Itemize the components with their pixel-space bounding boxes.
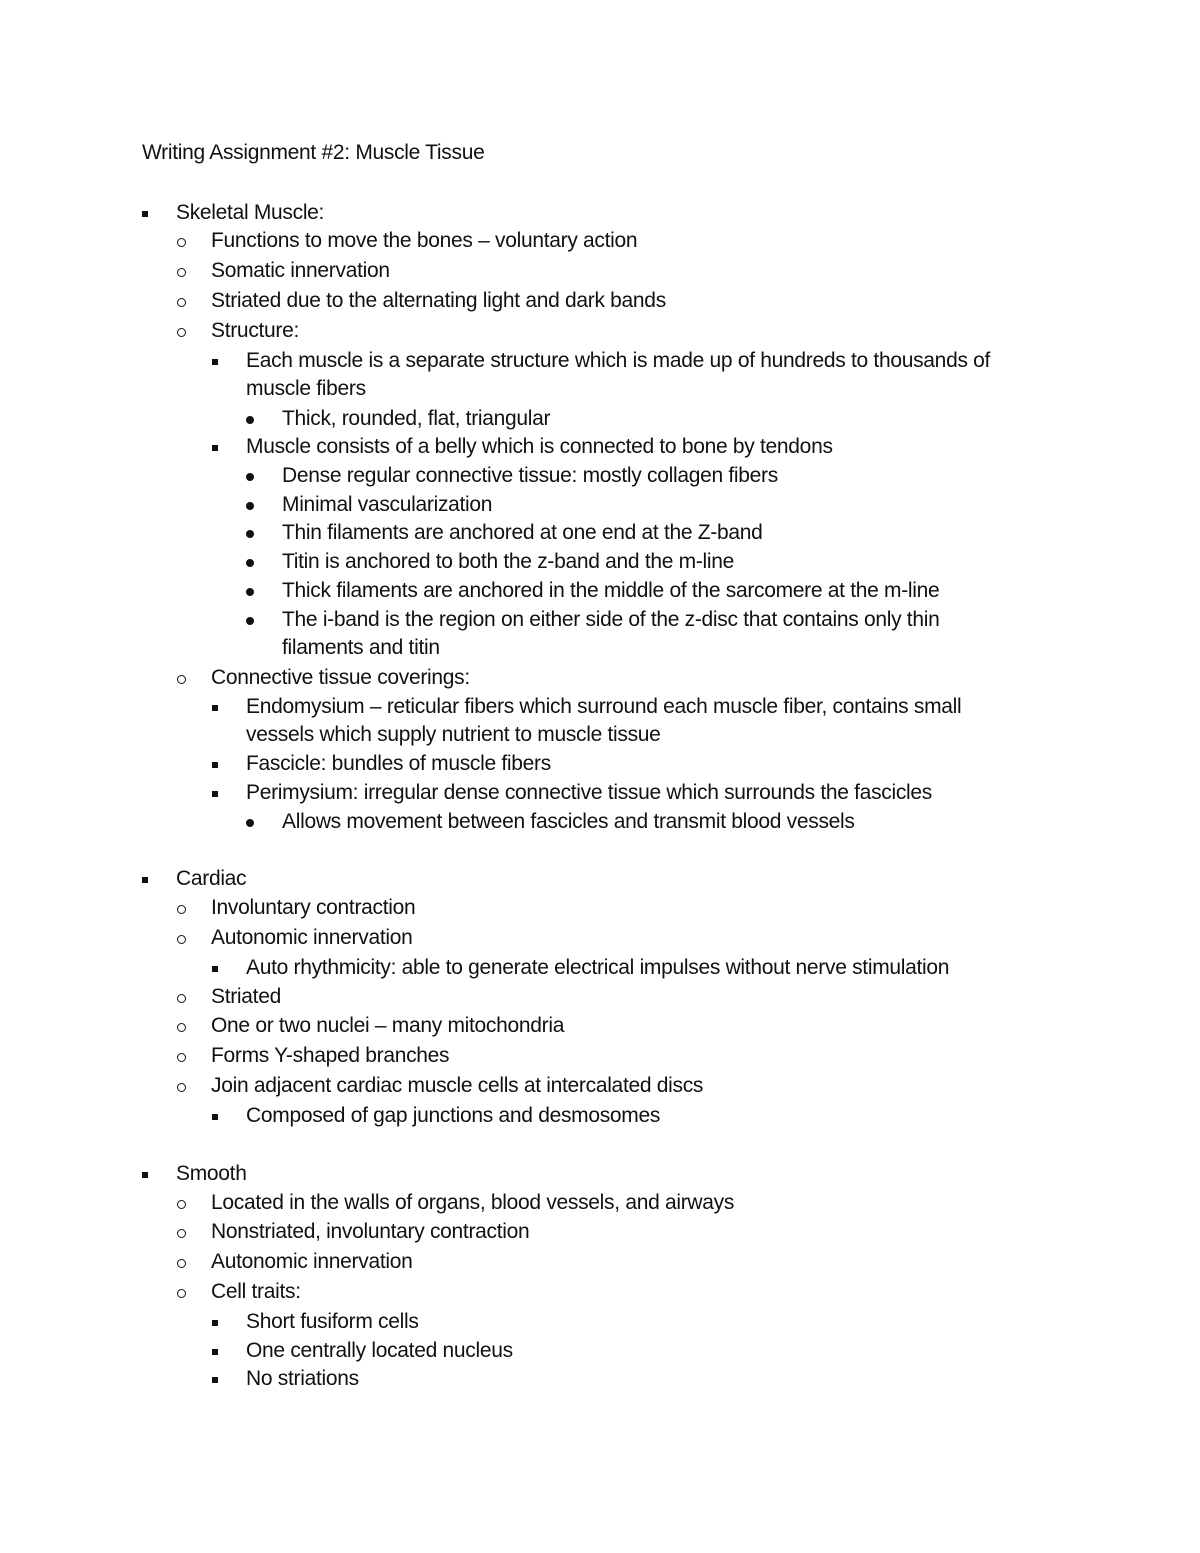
outline-item-text: Fascicle: bundles of muscle fibers [246,752,551,775]
outline-item-text: Functions to move the bones – voluntary action [211,229,638,252]
outline-item-text: Thin filaments are anchored at one end at the Z-band [282,521,763,544]
outline-item-text: Perimysium: irregular dense connective tissue which surrounds the fascicles [246,781,932,804]
outline-item-level-2 [0,1014,1200,1040]
outline-item-text: Dense regular connective tissue: mostly collagen fibers [282,464,778,487]
circle-bullet-icon [177,1200,186,1209]
circle-bullet-icon [177,238,186,247]
outline-item-level-2 [0,289,1200,315]
square-bullet-icon [212,1377,218,1383]
outline-item-text: Striated due to the alternating light and dark bands [211,289,666,312]
circle-bullet-icon [177,328,186,337]
dot-bullet-icon [246,416,254,424]
outline-item-level-2 [0,229,1200,255]
outline-item-text: Smooth [176,1162,247,1185]
outline-item-text: filaments and titin [282,636,440,659]
outline-item-level-1 [0,1162,1200,1188]
dot-bullet-icon [246,473,254,481]
outline-item-level-2 [0,319,1200,345]
circle-bullet-icon [177,1053,186,1062]
dot-bullet-icon [246,559,254,567]
circle-bullet-icon [177,935,186,944]
circle-bullet-icon [177,1083,186,1092]
square-bullet-icon [212,762,218,768]
outline-item-text: Cell traits: [211,1280,301,1303]
outline-item-text: Minimal vascularization [282,493,493,516]
outline-item-level-4 [0,493,1200,519]
outline-item-text: vessels which supply nutrient to muscle tissue [246,723,661,746]
outline-item-level-1 [0,867,1200,893]
outline-item-level-2 [0,259,1200,285]
square-bullet-icon [212,1320,218,1326]
outline-item-level-2 [0,985,1200,1011]
square-bullet-icon [212,791,218,797]
outline-item-level-3 [0,435,1200,461]
outline-item-level-3 [0,1339,1200,1365]
outline-item-level-2 [0,896,1200,922]
circle-bullet-icon [177,268,186,277]
outline-item-text: One or two nuclei – many mitochondria [211,1014,565,1037]
outline-item-level-4 [0,636,1200,662]
outline-item-text: No striations [246,1367,359,1390]
outline-item-text: Muscle consists of a belly which is connected to bone by tendons [246,435,833,458]
outline-item-text: Each muscle is a separate structure which is made up of hundreds to thousands of [246,349,991,372]
outline-item-text: Autonomic innervation [211,1250,413,1273]
square-bullet-icon [142,1172,148,1178]
outline-item-level-2 [0,1280,1200,1306]
circle-bullet-icon [177,994,186,1003]
outline-item-level-2 [0,1191,1200,1217]
outline-item-text: Located in the walls of organs, blood vessels, and airways [211,1191,735,1214]
outline-item-text: Short fusiform cells [246,1310,419,1333]
outline-item-level-4 [0,810,1200,836]
outline-item-level-3 [0,377,1200,403]
outline-item-text: muscle fibers [246,377,366,400]
outline-item-text: Structure: [211,319,300,342]
outline-item-text: Connective tissue coverings: [211,666,470,689]
dot-bullet-icon [246,588,254,596]
outline-item-level-3 [0,723,1200,749]
dot-bullet-icon [246,530,254,538]
outline-item-level-2 [0,1220,1200,1246]
square-bullet-icon [142,877,148,883]
circle-bullet-icon [177,1259,186,1268]
outline-item-text: Involuntary contraction [211,896,416,919]
outline-item-text: Cardiac [176,867,247,890]
outline-item-level-4 [0,521,1200,547]
outline-item-level-3 [0,1104,1200,1130]
outline-item-level-2 [0,1250,1200,1276]
outline-item-text: Somatic innervation [211,259,390,282]
outline-item-level-3 [0,349,1200,375]
square-bullet-icon [142,211,148,217]
outline-item-level-4 [0,550,1200,576]
outline-item-text: Thick, rounded, flat, triangular [282,407,551,430]
outline-item-text: Thick filaments are anchored in the middle of the sarcomere at the m-line [282,579,940,602]
circle-bullet-icon [177,1289,186,1298]
outline-item-level-3 [0,1310,1200,1336]
outline-item-text: Allows movement between fascicles and transmit blood vessels [282,810,855,833]
outline-item-level-3 [0,956,1200,982]
outline-item-level-3 [0,1367,1200,1393]
dot-bullet-icon [246,502,254,510]
outline-item-text: Composed of gap junctions and desmosomes [246,1104,661,1127]
outline-item-text: Nonstriated, involuntary contraction [211,1220,530,1243]
outline-item-text: Endomysium – reticular fibers which surround each muscle fiber, contains small [246,695,962,718]
outline-item-text: Autonomic innervation [211,926,413,949]
outline-item-level-4 [0,608,1200,634]
outline-item-text: Forms Y-shaped branches [211,1044,450,1067]
square-bullet-icon [212,359,218,365]
outline-item-level-2 [0,926,1200,952]
square-bullet-icon [212,1349,218,1355]
outline-item-text: Join adjacent cardiac muscle cells at intercalated discs [211,1074,704,1097]
square-bullet-icon [212,705,218,711]
outline-item-text: The i-band is the region on either side of the z-disc that contains only thin [282,608,940,631]
square-bullet-icon [212,445,218,451]
outline-item-text: Striated [211,985,281,1008]
dot-bullet-icon [246,617,254,625]
outline-item-level-2 [0,1074,1200,1100]
circle-bullet-icon [177,905,186,914]
outline-item-text: One centrally located nucleus [246,1339,513,1362]
outline-item-level-3 [0,695,1200,721]
outline-item-level-2 [0,666,1200,692]
outline-item-level-1 [0,201,1200,227]
outline-item-level-4 [0,407,1200,433]
outline-item-level-4 [0,579,1200,605]
outline-item-level-4 [0,464,1200,490]
dot-bullet-icon [246,819,254,827]
circle-bullet-icon [177,1229,186,1238]
outline-item-level-3 [0,781,1200,807]
outline-item-text: Skeletal Muscle: [176,201,325,224]
outline-item-text: Titin is anchored to both the z-band and the m-line [282,550,735,573]
document-title: Writing Assignment #2: Muscle Tissue [142,141,485,164]
square-bullet-icon [212,1114,218,1120]
circle-bullet-icon [177,298,186,307]
circle-bullet-icon [177,1023,186,1032]
outline-item-level-3 [0,752,1200,778]
outline-item-level-2 [0,1044,1200,1070]
square-bullet-icon [212,966,218,972]
circle-bullet-icon [177,675,186,684]
outline-item-text: Auto rhythmicity: able to generate electrical impulses without nerve stimulation [246,956,950,979]
